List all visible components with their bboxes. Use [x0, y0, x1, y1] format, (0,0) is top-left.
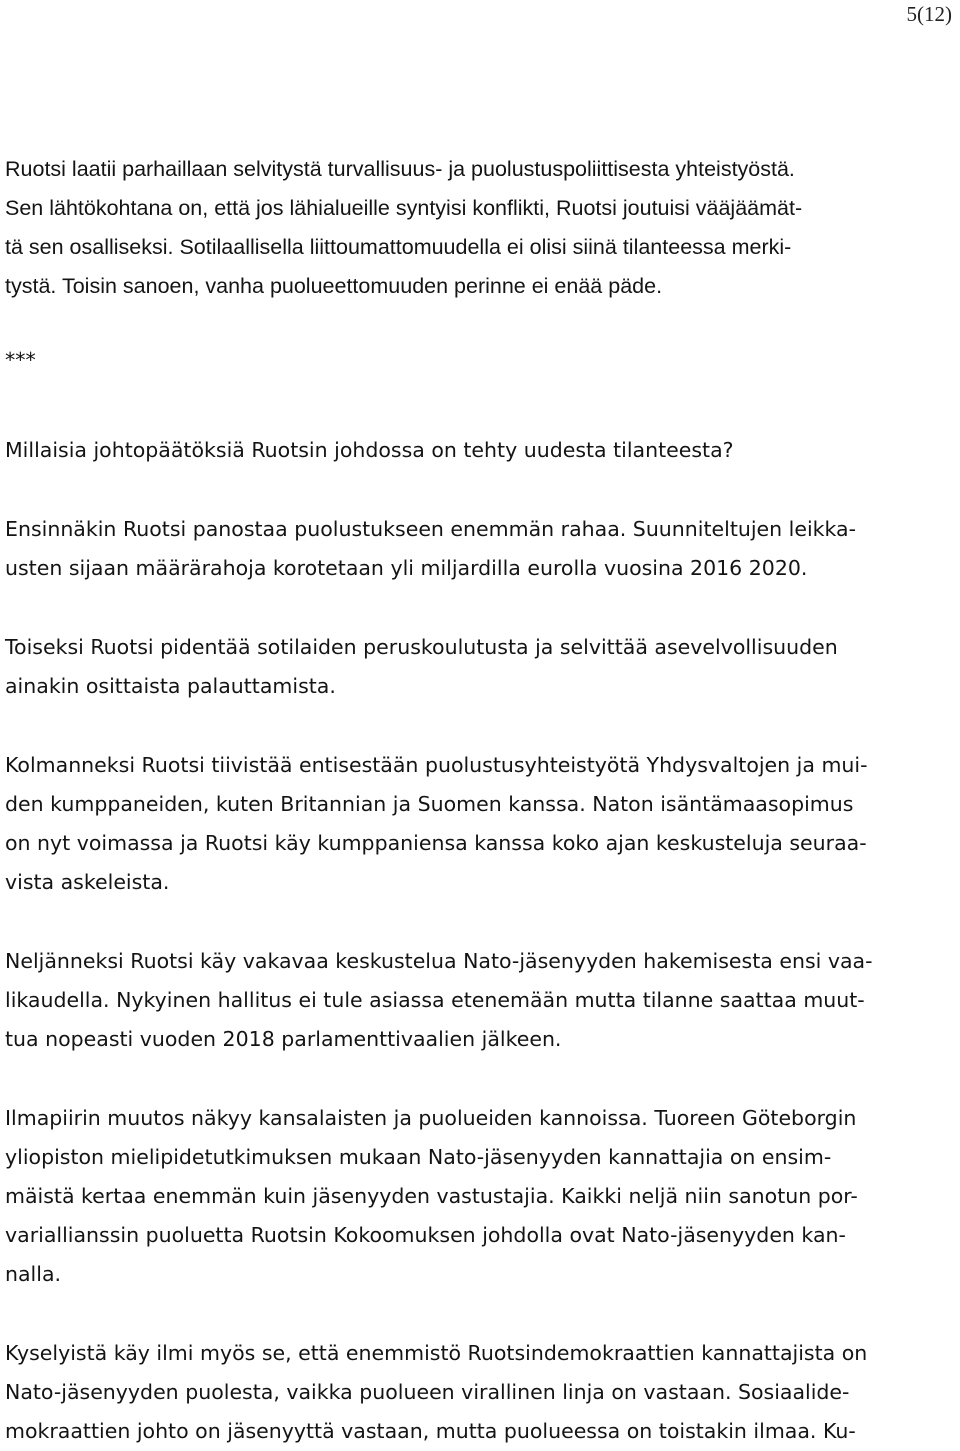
text-line: tua nopeasti vuoden 2018 parlamenttivaalien jälkeen.	[5, 1027, 562, 1051]
text-line: vista askeleista.	[5, 870, 170, 894]
text-line: tystä. Toisin sanoen, vanha puolueettomuuden perinne ei enää päde.	[5, 274, 663, 298]
text-line: mokraattien johto on jäsenyyttä vastaan, mutta puolueessa on toistakin ilmaa. Ku-	[5, 1419, 856, 1443]
text-line: on nyt voimassa ja Ruotsi käy kumppaniensa kanssa koko ajan keskusteluja seuraa-	[5, 831, 867, 855]
paragraph-surveys	[5, 1334, 950, 1451]
paragraph-first-point	[5, 510, 950, 588]
paragraph-fourth-point	[5, 942, 950, 1059]
text-line: mäistä kertaa enemmän kuin jäsenyyden vastustajia. Kaikki neljä niin sanotun por-	[5, 1184, 858, 1208]
text-line: Ruotsi laatii parhaillaan selvitystä turvallisuus- ja puolustuspoliittisesta yhteistyöstä.	[5, 157, 795, 181]
text-line: Kolmanneksi Ruotsi tiivistää entisestään puolustusyhteistyötä Yhdysvaltojen ja mui-	[5, 753, 868, 777]
text-line: yliopiston mielipidetutkimuksen mukaan Nato-jäsenyyden kannattajia on ensim-	[5, 1145, 832, 1169]
paragraph-question	[5, 431, 950, 470]
paragraph-intro	[5, 150, 950, 306]
text-line: Toiseksi Ruotsi pidentää sotilaiden peruskoulutusta ja selvittää asevelvollisuuden	[5, 635, 838, 659]
text-line: ainakin osittaista palauttamista.	[5, 674, 336, 698]
text-line: nalla.	[5, 1262, 62, 1286]
section-separator	[5, 345, 950, 375]
text-line: Ensinnäkin Ruotsi panostaa puolustukseen enemmän rahaa. Suunniteltujen leikka-	[5, 517, 857, 541]
paragraph-public-opinion	[5, 1099, 950, 1294]
paragraph-second-point	[5, 628, 950, 706]
text-line: den kumppaneiden, kuten Britannian ja Suomen kanssa. Naton isäntämaasopimus	[5, 792, 854, 816]
text-line: likaudella. Nykyinen hallitus ei tule asiassa etenemään mutta tilanne saattaa muut-	[5, 988, 865, 1012]
paragraph-third-point	[5, 746, 950, 902]
text-line: Sen lähtökohtana on, että jos lähialueille syntyisi konflikti, Ruotsi joutuisi vääjäämät-	[5, 196, 803, 220]
separator-asterisks: ***	[5, 348, 36, 372]
text-line: Nato-jäsenyyden puolesta, vaikka puolueen virallinen linja on vastaan. Sosiaalide-	[5, 1380, 850, 1404]
text-line: tä sen osalliseksi. Sotilaallisella liittoumattomuudella ei olisi siinä tilanteessa merki-	[5, 235, 792, 259]
document-body	[5, 150, 950, 1451]
text-line: variallianssin puoluetta Ruotsin Kokoomuksen johdolla ovat Nato-jäsenyyden kan-	[5, 1223, 846, 1247]
question-line: Millaisia johtopäätöksiä Ruotsin johdossa on tehty uudesta tilanteesta?	[5, 438, 734, 462]
text-line: usten sijaan määrärahoja korotetaan yli miljardilla eurolla vuosina 2016 2020.	[5, 556, 808, 580]
text-line: Kyselyistä käy ilmi myös se, että enemmistö Ruotsindemokraattien kannattajista on	[5, 1341, 868, 1365]
page-number: 5(12)	[906, 2, 952, 26]
text-line: Ilmapiirin muutos näkyy kansalaisten ja puolueiden kannoissa. Tuoreen Göteborgin	[5, 1106, 857, 1130]
text-line: Neljänneksi Ruotsi käy vakavaa keskustelua Nato-jäsenyyden hakemisesta ensi vaa-	[5, 949, 873, 973]
